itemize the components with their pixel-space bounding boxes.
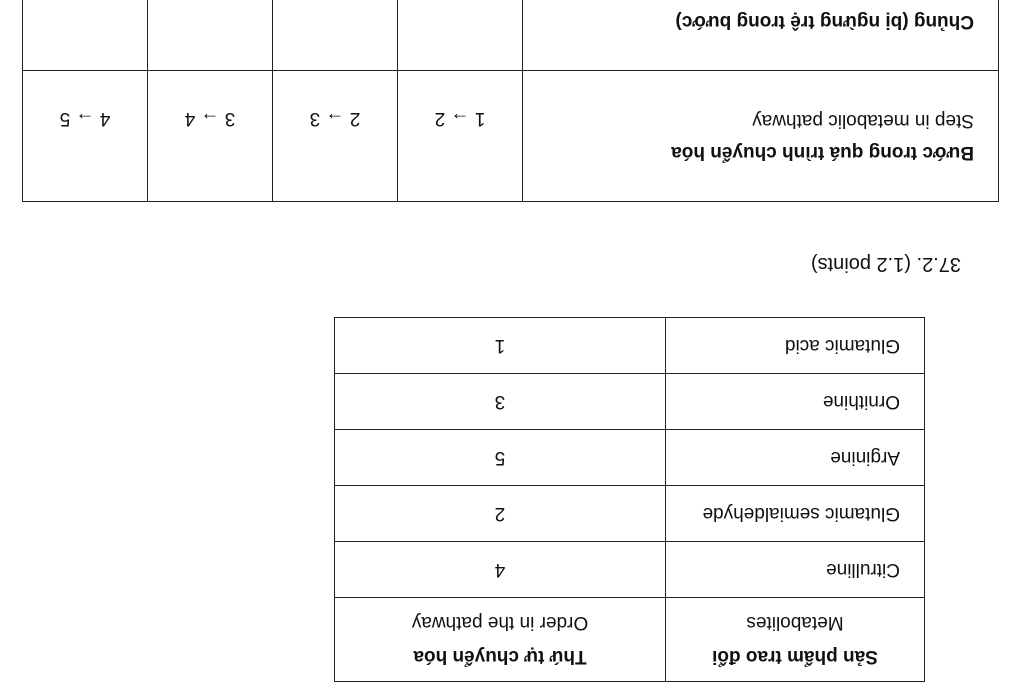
metabolite-order: 1 [335, 318, 666, 374]
metabolite-order-table [334, 317, 925, 682]
header-order-en: Order in the pathway [411, 612, 589, 634]
strain-label-en [523, 0, 974, 5]
metabolite-name: Glutamic acid [666, 318, 925, 374]
step-cell: 4 → 5 [23, 71, 148, 202]
header-metabolites [666, 598, 925, 682]
table-header-row [335, 598, 925, 682]
header-metabolites-vi: Sản phẩm trao đổi [712, 646, 878, 668]
step-row-label [523, 71, 999, 202]
strain-row [23, 0, 999, 71]
question-label: 37.2. (1.2 points) [810, 253, 961, 275]
table-row [335, 374, 925, 430]
step-label-en: Step in metabolic pathway [752, 110, 974, 131]
table-row [335, 486, 925, 542]
header-metabolites-en: Metabolites [746, 612, 844, 634]
table-row [335, 318, 925, 374]
metabolite-order: 2 [335, 486, 666, 542]
header-order-vi: Thứ tự chuyển hóa [413, 646, 587, 668]
strain-cell [398, 0, 523, 71]
step-cell: 2 → 3 [273, 71, 398, 202]
metabolite-order: 3 [335, 374, 666, 430]
header-order [335, 598, 666, 682]
step-cell: 1 → 2 [398, 71, 523, 202]
strain-row-label [523, 0, 999, 71]
table-row [335, 430, 925, 486]
strain-label-vi: Chủng (bị ngừng trệ trong bước) [675, 11, 974, 32]
metabolite-name: Glutamic semialdehyde [666, 486, 925, 542]
strain-cell [148, 0, 273, 71]
metabolite-name: Arginine [666, 430, 925, 486]
step-cell: 3 → 4 [148, 71, 273, 202]
strain-step-table [22, 0, 999, 202]
table-row [335, 542, 925, 598]
strain-cell [23, 0, 148, 71]
metabolite-order: 4 [335, 542, 666, 598]
metabolite-order: 5 [335, 430, 666, 486]
step-row [23, 71, 999, 202]
step-label-vi: Bước trong quá trình chuyển hóa [671, 142, 974, 163]
strain-cell [273, 0, 398, 71]
metabolite-name: Ornithine [666, 374, 925, 430]
metabolite-name: Citrulline [666, 542, 925, 598]
